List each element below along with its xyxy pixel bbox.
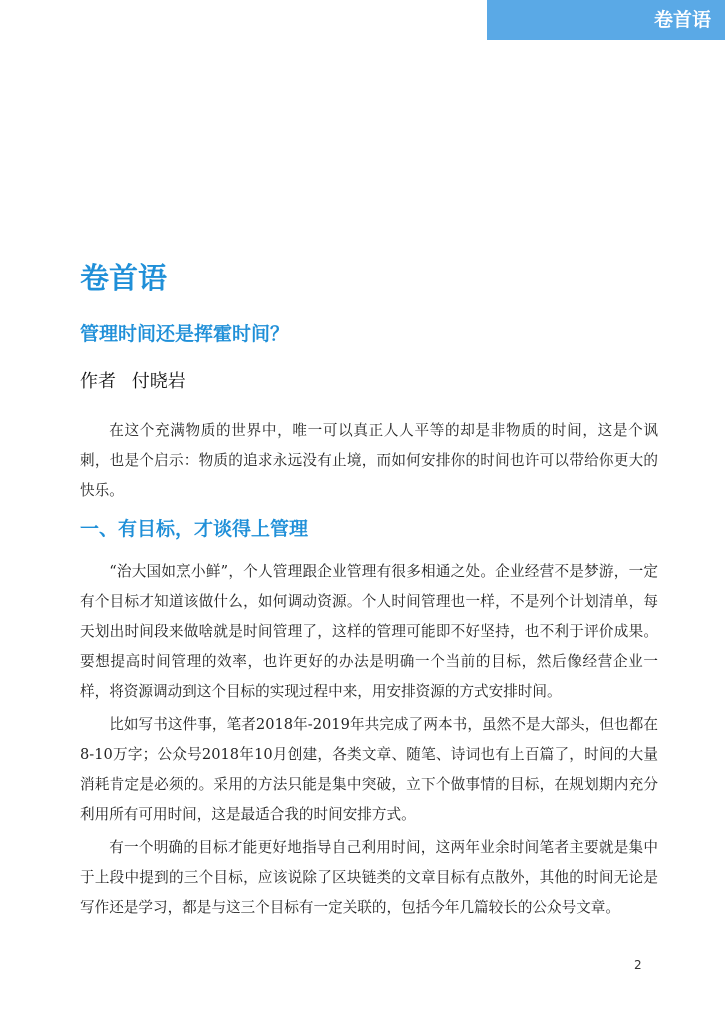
header-tab-label: 卷首语: [653, 9, 711, 31]
author-name: 付晓岩: [131, 371, 186, 392]
body-paragraph: 有一个明确的目标才能更好地指导自己利用时间，这两年业余时间笔者主要就是集中于上段中提到的三个目标，应该说除了区块链类的文章目标有点散外，其他的时间无论是写作还是学习，都是与这三个目标有一定关联的，包括今年几篇较长的公众号文章。: [80, 839, 658, 916]
author-label: 作者: [80, 371, 116, 392]
article-subtitle: 管理时间还是挥霍时间？: [80, 323, 290, 345]
header-tab: [487, 0, 725, 40]
body-paragraph: “治大国如烹小鲜”，个人管理跟企业管理有很多相通之处。企业经营不是梦游，一定有个目标才知道该做什么，如何调动资源。个人时间管理也一样，不是列个计划清单，每天划出时间段来做啥就是时间管理了，这样的管理可能即不好坚持，也不利于评价成果。要想提高时间管理的效率，也许更好的办法是明确一个当前的目标，然后像经营企业一样，将资源调动到这个目标的实现过程中来，用安排资源的方式安排时间。: [80, 563, 658, 700]
author-line: [80, 370, 186, 394]
body-paragraph: 比如写书这件事，笔者2018年-2019年共完成了两本书，虽然不是大部头，但也都在8-10万字；公众号2018年10月创建，各类文章、随笔、诗词也有上百篇了，时间的大量消耗肯定是必须的。采用的方法只能是集中突破，立下个做事情的目标，在规划期内充分利用所有可用时间，这是最适合我的时间安排方式。: [80, 716, 658, 823]
intro-paragraph: 在这个充满物质的世界中，唯一可以真正人人平等的却是非物质的时间，这是个讽刺，也是个启示：物质的追求永远没有止境，而如何安排你的时间也许可以带给你更大的快乐。: [80, 422, 658, 499]
page-title: 卷首语: [80, 261, 168, 295]
section-heading: 一、有目标，才谈得上管理: [80, 518, 309, 540]
page-number: 2: [634, 958, 642, 972]
